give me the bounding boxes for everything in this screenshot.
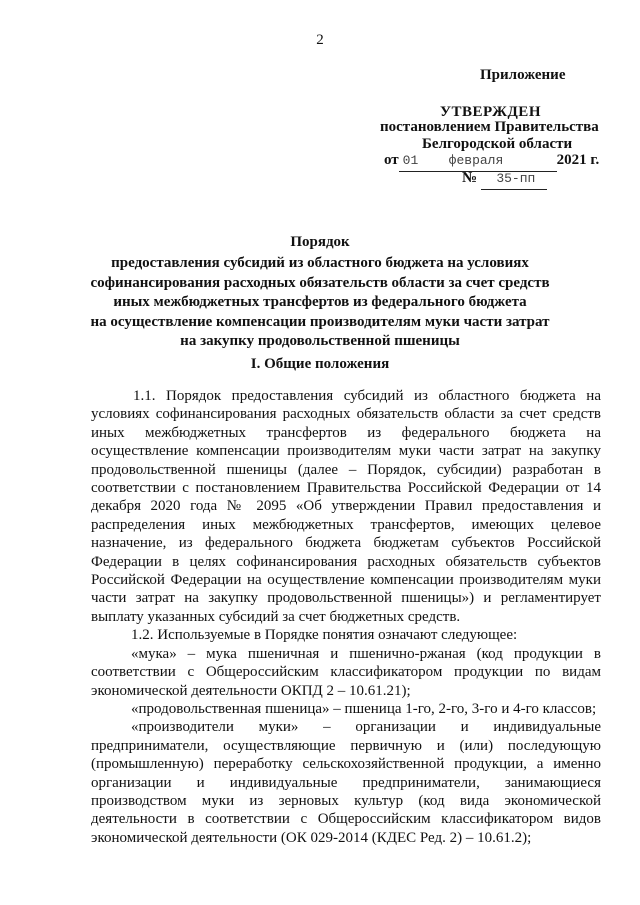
number-value: 35-пп [481, 168, 547, 190]
document-title-heading: Порядок [290, 234, 350, 250]
document-title [80, 233, 560, 351]
document-title-line: на осуществление компенсации производителям муки части затрат [90, 313, 550, 330]
page-number: 2 [316, 32, 324, 48]
number-prefix: № [462, 170, 478, 186]
paragraph: 1.2. Используемые в Порядке понятия означают следующее: [131, 627, 518, 644]
date-prefix: от [384, 152, 399, 168]
approved-by-line: постановлением Правительства [380, 119, 599, 135]
paragraph: «производители муки» – организации и индивидуальные предприниматели, осуществляющие первичную и (или) последующую (промышленную) переработку сельскохозяйственной продукции, а именно организации и индивидуальные предприниматели, занимающиеся производством муки из зерновых культур (код вида экономической деятельности в соответствии с Общероссийским классификатором видов экономической деятельности (ОК 029-2014 (КДЕС Ред. 2) – 10.61.2); [91, 719, 601, 846]
date-month: февраля [445, 150, 557, 172]
document-title-line: иных межбюджетных трансфертов из федерального бюджета [113, 294, 527, 311]
appendix-label: Приложение [480, 67, 566, 83]
paragraph: «мука» – мука пшеничная и пшенично-ржаная (код продукции в соответствии с Общероссийским классификатором продукции по видам экономической деятельности ОКПД 2 – 10.61.21); [91, 645, 601, 699]
date-day: 01 [399, 150, 445, 172]
paragraph: «продовольственная пшеница» – пшеница 1-го, 2-го, 3-го и 4-го классов; [131, 700, 597, 717]
document-title-line: на закупку продовольственной пшеницы [180, 333, 460, 350]
section-heading: I. Общие положения [250, 356, 390, 372]
document-title-line: предоставления субсидий из областного бюджета на условиях [111, 255, 529, 272]
document-title-line: софинансирования расходных обязательств области за счет средств [90, 274, 550, 291]
document-body [91, 387, 601, 847]
region-line: Белгородской области [422, 136, 573, 152]
approved-label: УТВЕРЖДЕН [440, 104, 541, 120]
date-year: 2021 г. [556, 152, 600, 168]
approval-number-line [462, 168, 547, 190]
paragraph: 1.1. Порядок предоставления субсидий из областного бюджета на условиях софинансирования расходных обязательств области за счет средств иных межбюджетных трансфертов из федерального бюджета на осуществление компенсации производителям муки части затрат на закупку продовольственной пшеницы (далее – Порядок, субсидии) разработан в соответствии с постановлением Правительства Российской Федерации от 14 декабря 2020 года № 2095 «Об утверждении Правил предоставления и распределения иных межбюджетных трансфертов, имеющих целевое назначение, из федерального бюджета бюджетам субъектов Российской Федерации в целях софинансирования расходных обязательств субъектов Российской Федерации на осуществление компенсации производителям муки части затрат на закупку продовольственной пшеницы») и регламентирует выплату указанных субсидий за счет бюджетных средств. [91, 388, 601, 625]
